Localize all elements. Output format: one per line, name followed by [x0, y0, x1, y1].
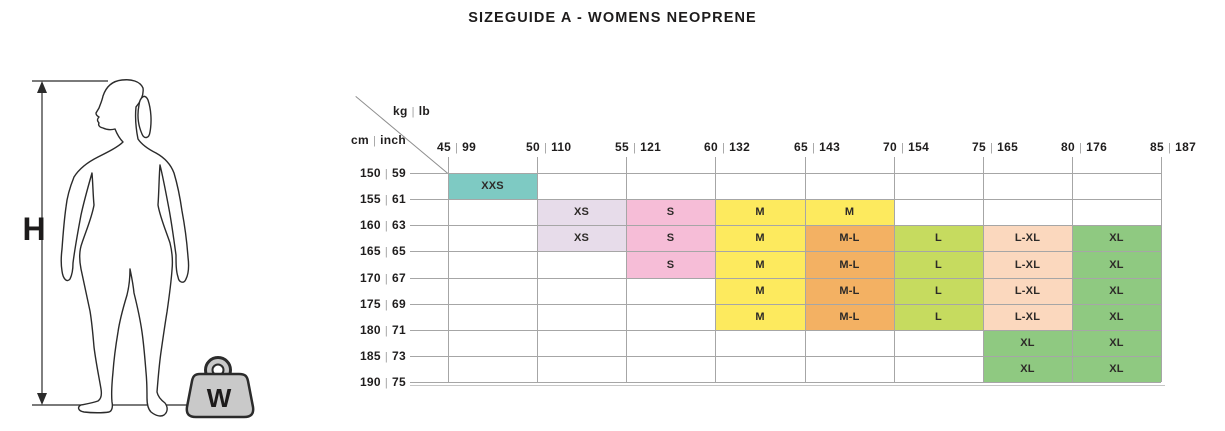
- height-tick-label: [318, 192, 406, 207]
- separator-bar: |: [1078, 142, 1083, 154]
- size-cell: XXS: [448, 173, 537, 199]
- separator-bar: |: [1167, 142, 1172, 154]
- height-cm-value: 165: [359, 244, 381, 258]
- weight-lb-value: 121: [640, 140, 662, 154]
- page-title: SIZEGUIDE A - WOMENS NEOPRENE: [468, 10, 757, 26]
- size-cell: XL: [1072, 278, 1161, 304]
- height-inch-value: 63: [392, 218, 406, 232]
- weight-lb-value: 176: [1086, 140, 1108, 154]
- weight-lb-value: 99: [462, 140, 477, 154]
- grid-vertical-line: [1161, 157, 1162, 382]
- size-cell: XL: [1072, 251, 1161, 278]
- size-cell: M: [715, 199, 805, 225]
- height-tick-label: [318, 375, 406, 390]
- height-inch-value: 59: [392, 166, 406, 180]
- weight-kg-value: 80: [1061, 140, 1075, 154]
- height-tick-label: [318, 166, 406, 181]
- height-tick-label: [318, 323, 406, 338]
- grid-horizontal-line: [410, 330, 1161, 331]
- grid-horizontal-line: [410, 199, 1161, 200]
- separator-bar: |: [384, 220, 389, 232]
- size-cell: M: [715, 304, 805, 330]
- weight-kg-value: 60: [704, 140, 718, 154]
- separator-bar: |: [384, 299, 389, 311]
- size-cell: M: [715, 278, 805, 304]
- grid-horizontal-line: [410, 382, 1161, 383]
- separator-bar: |: [989, 142, 994, 154]
- size-cell: M: [805, 199, 894, 225]
- height-tick-label: [318, 297, 406, 312]
- weight-kg-value: 55: [615, 140, 629, 154]
- weight-kg-value: 85: [1150, 140, 1164, 154]
- separator-bar: |: [384, 273, 389, 285]
- weight-lb-value: 110: [551, 140, 572, 154]
- size-cell: XL: [1072, 330, 1161, 356]
- size-cell: L-XL: [983, 304, 1072, 330]
- ponytail: [138, 96, 151, 137]
- grid-vertical-line: [626, 157, 627, 382]
- weight-kg-value: 45: [437, 140, 451, 154]
- height-unit-cm: cm: [351, 133, 369, 147]
- height-units-label: [318, 133, 406, 148]
- height-inch-value: 75: [392, 375, 406, 389]
- size-cell: L: [894, 304, 983, 330]
- size-cell: L-XL: [983, 278, 1072, 304]
- grid-vertical-line: [715, 157, 716, 382]
- separator-bar: |: [811, 142, 816, 154]
- grid-vertical-line: [1072, 157, 1073, 382]
- separator-bar: |: [384, 168, 389, 180]
- weight-tick-label: [972, 140, 1018, 155]
- size-cell: S: [626, 225, 715, 251]
- size-cell: S: [626, 199, 715, 225]
- size-cell: M-L: [805, 225, 894, 251]
- weight-icon: [187, 358, 253, 418]
- height-tick-label: [318, 244, 406, 259]
- grid-baseline: [410, 385, 1165, 386]
- height-cm-value: 185: [359, 349, 381, 363]
- size-cell: XS: [537, 199, 626, 225]
- weight-tick-label: [615, 140, 661, 155]
- size-cell: XL: [1072, 356, 1161, 382]
- height-cm-value: 150: [359, 166, 381, 180]
- weight-unit-kg: kg: [393, 104, 408, 118]
- grid-horizontal-line: [410, 304, 1161, 305]
- grid-horizontal-line: [410, 278, 1161, 279]
- size-cell: L: [894, 225, 983, 251]
- separator-bar: |: [384, 377, 389, 389]
- size-cell: L: [894, 278, 983, 304]
- weight-kg-value: 70: [883, 140, 897, 154]
- weight-tick-label: [704, 140, 750, 155]
- weight-lb-value: 143: [819, 140, 841, 154]
- weight-kg-value: 65: [794, 140, 808, 154]
- height-inch-value: 69: [392, 297, 406, 311]
- separator-bar: |: [411, 106, 415, 118]
- grid-vertical-line: [448, 157, 449, 382]
- grid-vertical-line: [894, 157, 895, 382]
- size-cell: M: [715, 225, 805, 251]
- height-cm-value: 175: [359, 297, 381, 311]
- grid-vertical-line: [805, 157, 806, 382]
- separator-bar: |: [454, 142, 459, 154]
- height-unit-inch: inch: [380, 133, 406, 147]
- height-tick-label: [318, 271, 406, 286]
- weight-unit-lb: lb: [418, 104, 431, 118]
- weight-tick-label: [526, 140, 571, 155]
- arrow-up-icon: [37, 81, 47, 93]
- size-cell: XL: [1072, 304, 1161, 330]
- separator-bar: |: [900, 142, 905, 154]
- grid-horizontal-line: [410, 251, 1161, 252]
- grid-horizontal-line: [410, 356, 1161, 357]
- weight-tick-label: [437, 140, 476, 155]
- weight-label: W: [206, 383, 232, 413]
- size-cell: M-L: [805, 304, 894, 330]
- size-cell: XL: [983, 330, 1072, 356]
- size-cell: XL: [983, 356, 1072, 382]
- height-inch-value: 73: [392, 349, 406, 363]
- size-cell: M-L: [805, 278, 894, 304]
- height-cm-value: 155: [359, 192, 381, 206]
- weight-tick-label: [794, 140, 840, 155]
- weight-lb-value: 187: [1175, 140, 1197, 154]
- size-cell: M-L: [805, 251, 894, 278]
- size-cell: S: [626, 251, 715, 278]
- weight-tick-label: [883, 140, 929, 155]
- separator-bar: |: [632, 142, 637, 154]
- size-cell: L-XL: [983, 225, 1072, 251]
- weight-lb-value: 165: [997, 140, 1019, 154]
- separator-bar: |: [721, 142, 726, 154]
- weight-lb-value: 154: [908, 140, 930, 154]
- size-cell: L: [894, 251, 983, 278]
- height-tick-label: [318, 349, 406, 364]
- woman-silhouette: [61, 80, 188, 416]
- height-inch-value: 61: [392, 192, 406, 206]
- height-cm-value: 190: [359, 375, 381, 389]
- grid-vertical-line: [983, 157, 984, 382]
- weight-lb-value: 132: [729, 140, 751, 154]
- grid-horizontal-line: [410, 173, 1161, 174]
- height-cm-value: 160: [359, 218, 381, 232]
- height-label: H: [22, 211, 46, 247]
- height-cm-value: 180: [359, 323, 381, 337]
- separator-bar: |: [543, 142, 548, 154]
- size-cell: XL: [1072, 225, 1161, 251]
- weight-units-label: [393, 104, 430, 119]
- grid-vertical-line: [537, 157, 538, 382]
- separator-bar: |: [384, 351, 389, 363]
- height-cm-value: 170: [359, 271, 381, 285]
- height-inch-value: 65: [392, 244, 406, 258]
- height-inch-value: 67: [392, 271, 406, 285]
- size-cell: L-XL: [983, 251, 1072, 278]
- body-measurement-figure: [8, 55, 258, 427]
- height-tick-label: [318, 218, 406, 233]
- weight-kg-value: 75: [972, 140, 986, 154]
- size-cell: XS: [537, 225, 626, 251]
- separator-bar: |: [384, 194, 389, 206]
- height-inch-value: 71: [392, 323, 406, 337]
- grid-horizontal-line: [410, 225, 1161, 226]
- size-cell: M: [715, 251, 805, 278]
- weight-tick-label: [1061, 140, 1107, 155]
- weight-tick-label: [1150, 140, 1196, 155]
- separator-bar: |: [384, 246, 389, 258]
- arrow-down-icon: [37, 393, 47, 405]
- separator-bar: |: [372, 135, 377, 147]
- separator-bar: |: [384, 325, 389, 337]
- weight-kg-value: 50: [526, 140, 540, 154]
